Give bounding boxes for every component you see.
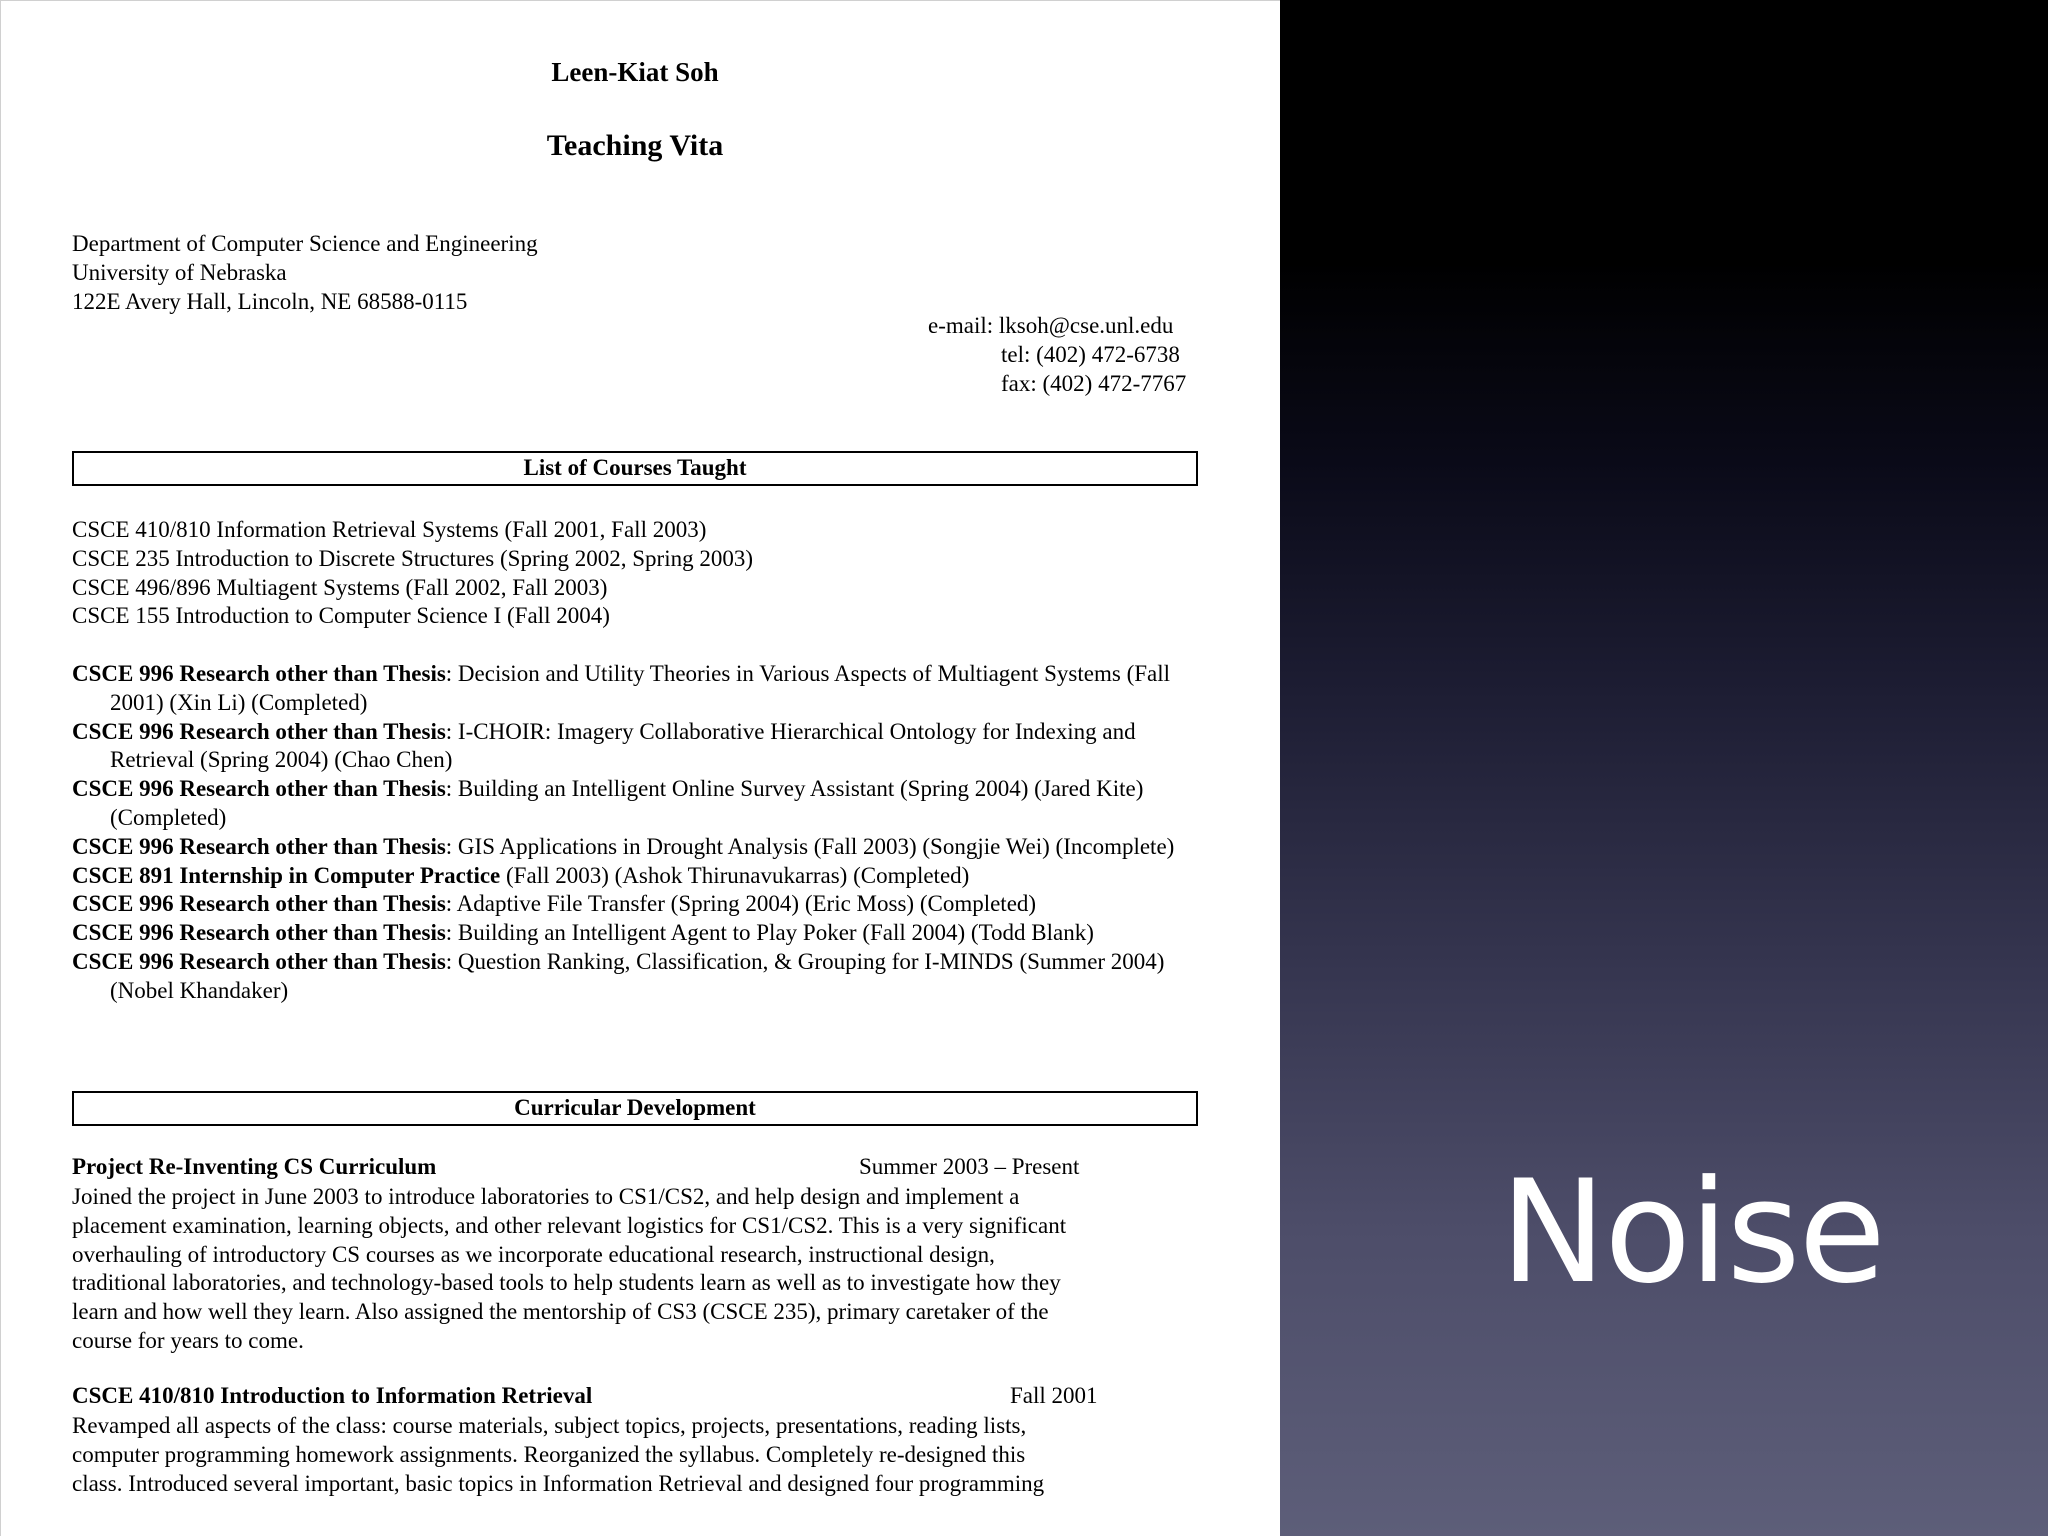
research-detail: : Decision and Utility Theories in Various Aspects of Multiagent Systems (Fall 2001) (Xin Li) (Completed) xyxy=(110,661,1171,715)
address-line: University of Nebraska xyxy=(72,259,287,285)
paragraph-line: Joined the project in June 2003 to introduce laboratories to CS1/CS2, and help design and implement a xyxy=(72,1184,1020,1209)
research-detail: : Question Ranking, Classification, & Grouping for I-MINDS (Summer 2004) (Nobel Khandaker) xyxy=(110,948,1165,1003)
slide-side-panel xyxy=(1280,0,2048,1536)
project-title: Project Re-Inventing CS Curriculum xyxy=(72,1154,437,1179)
paragraph-line: computer programming homework assignments. Reorganized the syllabus. Completely re-designed this xyxy=(72,1441,1026,1467)
project-description xyxy=(72,1412,1202,1498)
research-list xyxy=(72,660,1198,1006)
fax-line: fax: (402) 472-7767 xyxy=(1001,370,1187,396)
research-item xyxy=(72,718,1198,776)
research-item xyxy=(72,948,1198,1006)
paragraph-line: Revamped all aspects of the class: course materials, subject topics, projects, presentations, reading lists, xyxy=(72,1413,1027,1438)
project-date: Summer 2003 – Present xyxy=(859,1154,1080,1179)
course-item: CSCE 235 Introduction to Discrete Structures (Spring 2002, Spring 2003) xyxy=(72,545,753,571)
research-course: CSCE 996 Research other than Thesis xyxy=(72,718,446,744)
research-item xyxy=(72,919,1198,948)
paragraph-line: traditional laboratories, and technology-based tools to help students learn as well as to investigate how they xyxy=(72,1270,1061,1296)
research-item xyxy=(72,833,1198,862)
research-detail: : Adaptive File Transfer (Spring 2004) (Eric Moss) (Completed) xyxy=(445,891,1037,917)
paragraph-line: class. Introduced several important, basic topics in Information Retrieval and designed four programming xyxy=(72,1470,1045,1496)
course-item: CSCE 496/896 Multiagent Systems (Fall 2002, Fall 2003) xyxy=(72,574,608,600)
paragraph-line: learn and how well they learn. Also assigned the mentorship of CS3 (CSCE 235), primary caretaker of the xyxy=(72,1299,1049,1325)
research-course: CSCE 996 Research other than Thesis xyxy=(72,891,446,917)
research-course: CSCE 996 Research other than Thesis xyxy=(72,920,446,946)
research-course: CSCE 996 Research other than Thesis xyxy=(72,833,446,859)
address-line: 122E Avery Hall, Lincoln, NE 68588-0115 xyxy=(72,288,468,314)
tel-line: tel: (402) 472-6738 xyxy=(1001,341,1180,367)
document-title: Teaching Vita xyxy=(546,129,724,162)
research-course: CSCE 996 Research other than Thesis xyxy=(72,661,446,686)
research-detail: (Fall 2003) (Ashok Thirunavukarras) (Completed) xyxy=(500,862,970,888)
courses-list xyxy=(72,516,1202,631)
research-course: CSCE 996 Research other than Thesis xyxy=(72,776,446,802)
research-item xyxy=(72,862,1198,891)
paragraph-line: overhauling of introductory CS courses as we incorporate educational research, instructional design, xyxy=(72,1241,995,1267)
curricular-heading: Curricular Development xyxy=(72,1091,1198,1126)
course-item: CSCE 155 Introduction to Computer Science I (Fall 2004) xyxy=(72,603,610,629)
research-detail: : Building an Intelligent Agent to Play Poker (Fall 2004) (Todd Blank) xyxy=(445,920,1094,946)
research-detail: : GIS Applications in Drought Analysis (Fall 2003) (Songjie Wei) (Incomplete) xyxy=(445,833,1175,859)
research-item xyxy=(72,890,1198,919)
author-name: Leen-Kiat Soh xyxy=(551,57,719,87)
research-course: CSCE 996 Research other than Thesis xyxy=(72,948,446,974)
project-date: Fall 2001 xyxy=(1010,1383,1098,1408)
slide-title: Noise xyxy=(1500,1150,1884,1315)
contact-block xyxy=(801,312,1198,398)
research-item xyxy=(72,775,1198,833)
project-title: CSCE 410/810 Introduction to Information Retrieval xyxy=(72,1383,593,1408)
project-description xyxy=(72,1183,1202,1356)
address-line: Department of Computer Science and Engineering xyxy=(72,231,538,256)
research-item xyxy=(72,660,1198,718)
research-course: CSCE 891 Internship in Computer Practice xyxy=(72,862,501,888)
research-detail: : Building an Intelligent Online Survey Assistant (Spring 2004) (Jared Kite) (Completed) xyxy=(110,776,1144,830)
research-detail: : I-CHOIR: Imagery Collaborative Hierarchical Ontology for Indexing and Retrieval (Spring 2004) (Chao Chen) xyxy=(110,718,1136,773)
courses-heading: List of Courses Taught xyxy=(72,451,1198,486)
course-item: CSCE 410/810 Information Retrieval Systems (Fall 2001, Fall 2003) xyxy=(72,517,707,542)
email-line: e-mail: lksoh@cse.unl.edu xyxy=(928,313,1174,338)
paragraph-line: course for years to come. xyxy=(72,1327,304,1353)
paragraph-line: placement examination, learning objects, and other relevant logistics for CS1/CS2. This is a very significant xyxy=(72,1212,1067,1238)
address-block xyxy=(72,230,538,316)
